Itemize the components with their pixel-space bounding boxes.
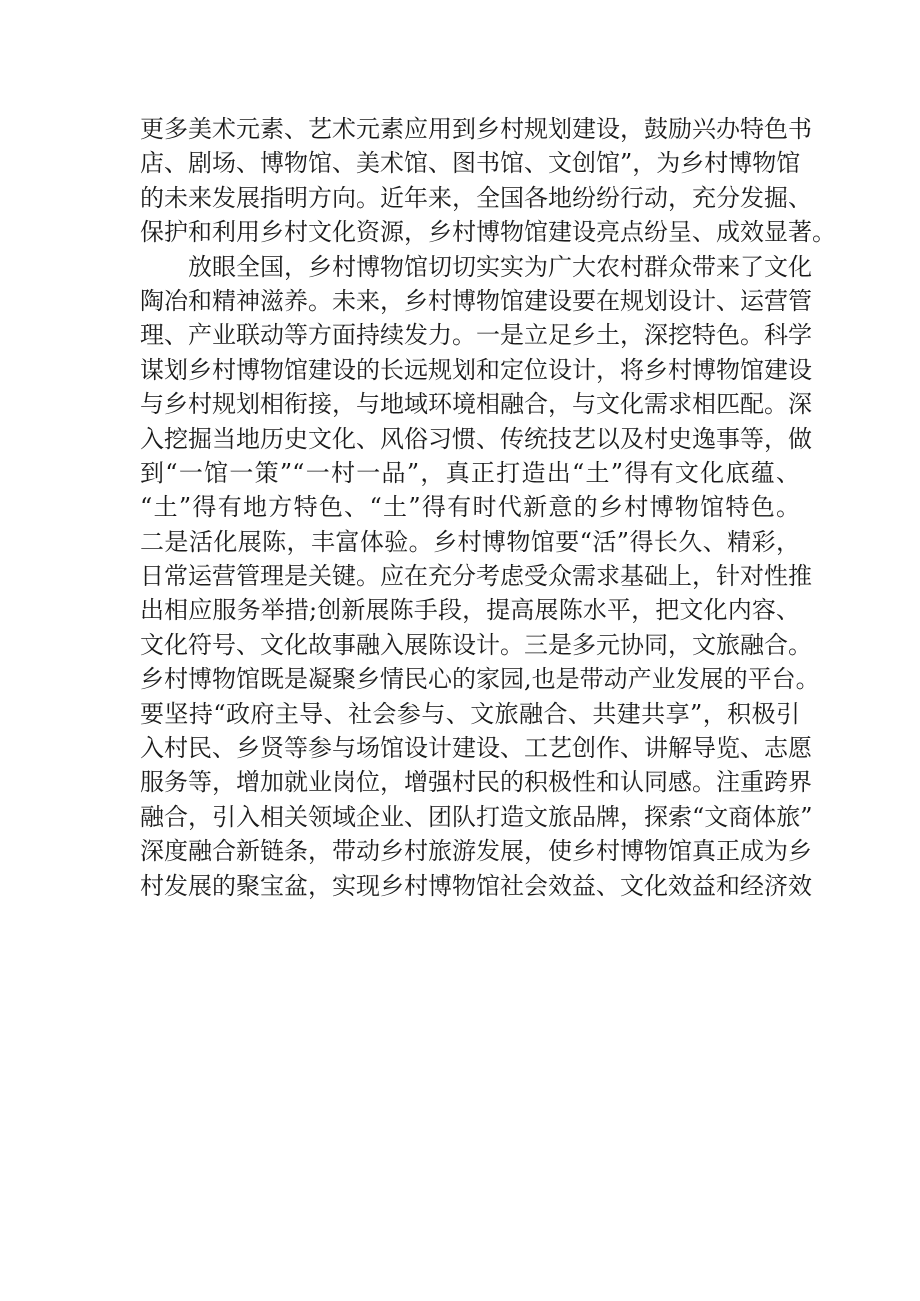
text-line: 文化符号、文化故事融入展陈设计。三是多元协同，文旅融合。 [140, 630, 812, 659]
text-line: 日常运营管理是关键。应在充分考虑受众需求基础上，针对性推 [140, 562, 812, 591]
text-line: 二是活化展陈，丰富体验。乡村博物馆要“活”得长久、精彩， [140, 527, 800, 556]
text-line: 深度融合新链条，带动乡村旅游发展，使乡村博物馆真正成为乡 [140, 837, 812, 866]
text-line: 店、剧场、博物馆、美术馆、图书馆、文创馆”，为乡村博物馆 [140, 149, 801, 178]
text-line: 出相应服务举措;创新展陈手段，提高展陈水平，把文化内容、 [140, 596, 800, 625]
text-line: 谋划乡村博物馆建设的长远规划和定位设计，将乡村博物馆建设 [140, 355, 812, 384]
text-line: 乡村博物馆既是凝聚乡情民心的家园,也是带动产业发展的平台。 [140, 665, 820, 694]
text-line: 入挖掘当地历史文化、风俗习惯、传统技艺以及村史逸事等，做 [140, 424, 812, 453]
body-text [140, 112, 836, 903]
text-line: 陶冶和精神滋养。未来，乡村博物馆建设要在规划设计、运营管 [140, 286, 812, 315]
text-line: 的未来发展指明方向。近年来，全国各地纷纷行动，充分发掘、 [140, 183, 812, 212]
text-line: 理、产业联动等方面持续发力。一是立足乡土，深挖特色。科学 [140, 321, 812, 350]
text-line: 到“一馆一策”“一村一品”，真正打造出“土”得有文化底蕴、 [140, 458, 800, 487]
text-line: 保护和利用乡村文化资源，乡村博物馆建设亮点纷呈、成效显著。 [140, 218, 836, 247]
text-line: 与乡村规划相衔接，与地域环境相融合，与文化需求相匹配。深 [140, 390, 812, 419]
text-line: 村发展的聚宝盆，实现乡村博物馆社会效益、文化效益和经济效 [140, 871, 812, 900]
text-line: 入村民、乡贤等参与场馆设计建设、工艺创作、讲解导览、志愿 [140, 734, 812, 763]
text-line: 服务等，增加就业岗位，增强村民的积极性和认同感。注重跨界 [140, 768, 812, 797]
text-line: “土”得有地方特色、“土”得有时代新意的乡村博物馆特色。 [140, 493, 800, 522]
text-line: 要坚持“政府主导、社会参与、文旅融合、共建共享”，积极引 [140, 699, 800, 728]
text-line: 更多美术元素、艺术元素应用到乡村规划建设，鼓励兴办特色书 [140, 115, 812, 143]
paragraph-first-line: 放眼全国，乡村博物馆切切实实为广大农村群众带来了文化 [188, 252, 812, 281]
text-line: 融合，引入相关领域企业、团队打造文旅品牌，探索“文商体旅” [140, 802, 813, 831]
